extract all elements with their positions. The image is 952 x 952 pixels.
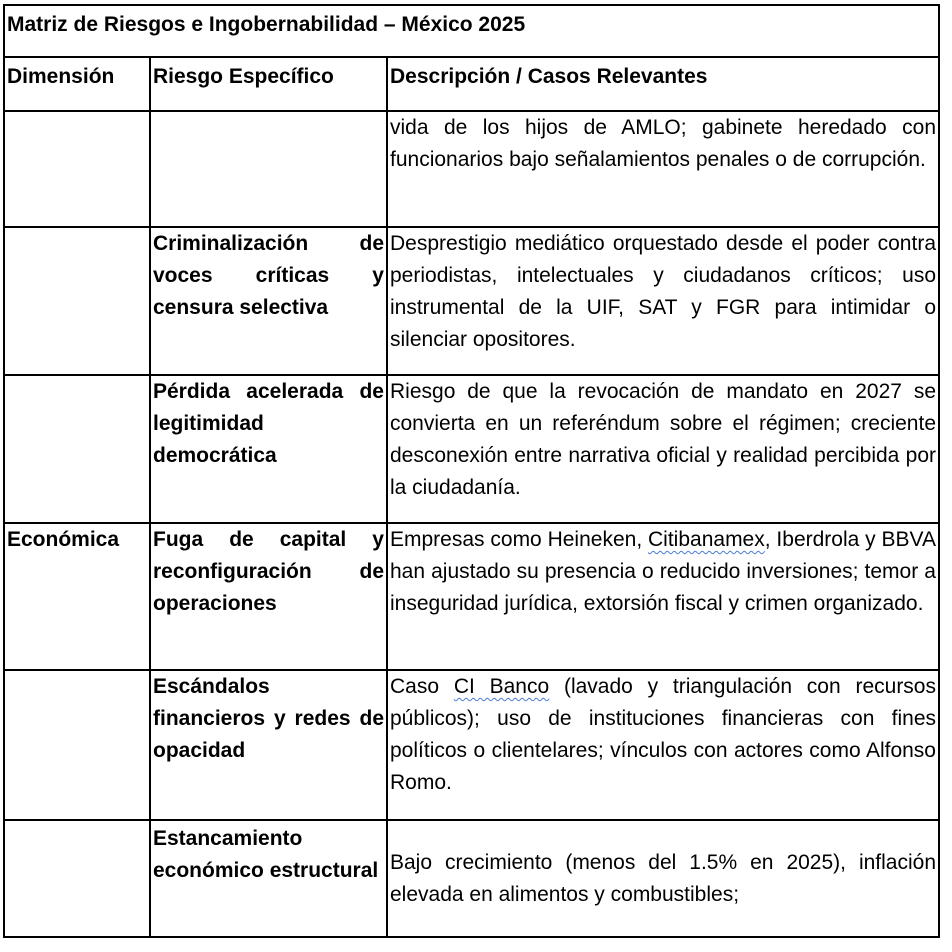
table-row — [4, 111, 939, 227]
table-row — [4, 670, 939, 820]
risk-matrix-table — [3, 4, 940, 938]
table-title: Matriz de Riesgos e Ingobernabilidad – México 2025 — [4, 5, 939, 57]
description-text: (lavado y triangulación con recursos públicos); uso de instituciones financieras con fines políticos o clientelares; vínculos con actores como Alfonso Romo. — [390, 675, 936, 794]
table-header-row — [4, 57, 939, 111]
header-description: Descripción / Casos Relevantes — [387, 57, 939, 111]
table-row — [4, 227, 939, 375]
description-cell: vida de los hijos de AMLO; gabinete heredado con funcionarios bajo señalamientos penales o de corrupción. — [387, 111, 939, 227]
table-row — [4, 820, 939, 937]
description-text: Caso — [390, 675, 454, 698]
table-title-row — [4, 5, 939, 57]
dimension-cell: Económica — [4, 523, 150, 670]
description-cell: Desprestigio mediático orquestado desde el poder contra periodistas, intelectuales y ciudadanos críticos; uso instrumental de la UIF, SAT y FGR para intimidar o silenciar opositores. — [387, 227, 939, 375]
risk-cell: Escándalos financieros y redes de opacidad — [150, 670, 387, 820]
description-text: , Iberdrola y BBVA han ajustado su presencia o reducido inversiones; temor a inseguridad jurídica, extorsión fiscal y crimen organizado. — [390, 528, 936, 615]
dimension-cell — [4, 227, 150, 375]
dimension-cell — [4, 820, 150, 937]
dimension-cell — [4, 670, 150, 820]
description-cell: Bajo crecimiento (menos del 1.5% en 2025), inflación elevada en alimentos y combustibles; — [387, 820, 939, 937]
spellcheck-flagged-word[interactable]: CI Banco — [453, 675, 550, 698]
risk-cell: Estancamiento económico estructural — [150, 820, 387, 937]
dimension-cell — [4, 375, 150, 523]
header-dimension: Dimensión — [4, 57, 150, 111]
table-row — [4, 375, 939, 523]
table-row — [4, 523, 939, 670]
description-cell — [387, 523, 939, 670]
dimension-cell — [4, 111, 150, 227]
description-text: Empresas como Heineken, — [390, 528, 649, 551]
spellcheck-flagged-word[interactable]: Citibanamex — [648, 528, 765, 551]
header-risk: Riesgo Específico — [150, 57, 387, 111]
risk-cell: Pérdida acelerada de legitimidad democrática — [150, 375, 387, 523]
description-cell: Riesgo de que la revocación de mandato en 2027 se convierta en un referéndum sobre el régimen; creciente desconexión entre narrativa oficial y realidad percibida por la ciudadanía. — [387, 375, 939, 523]
description-cell — [387, 670, 939, 820]
risk-cell: Fuga de capital y reconfiguración de operaciones — [150, 523, 387, 670]
risk-cell — [150, 111, 387, 227]
risk-cell: Criminalización de voces críticas y censura selectiva — [150, 227, 387, 375]
